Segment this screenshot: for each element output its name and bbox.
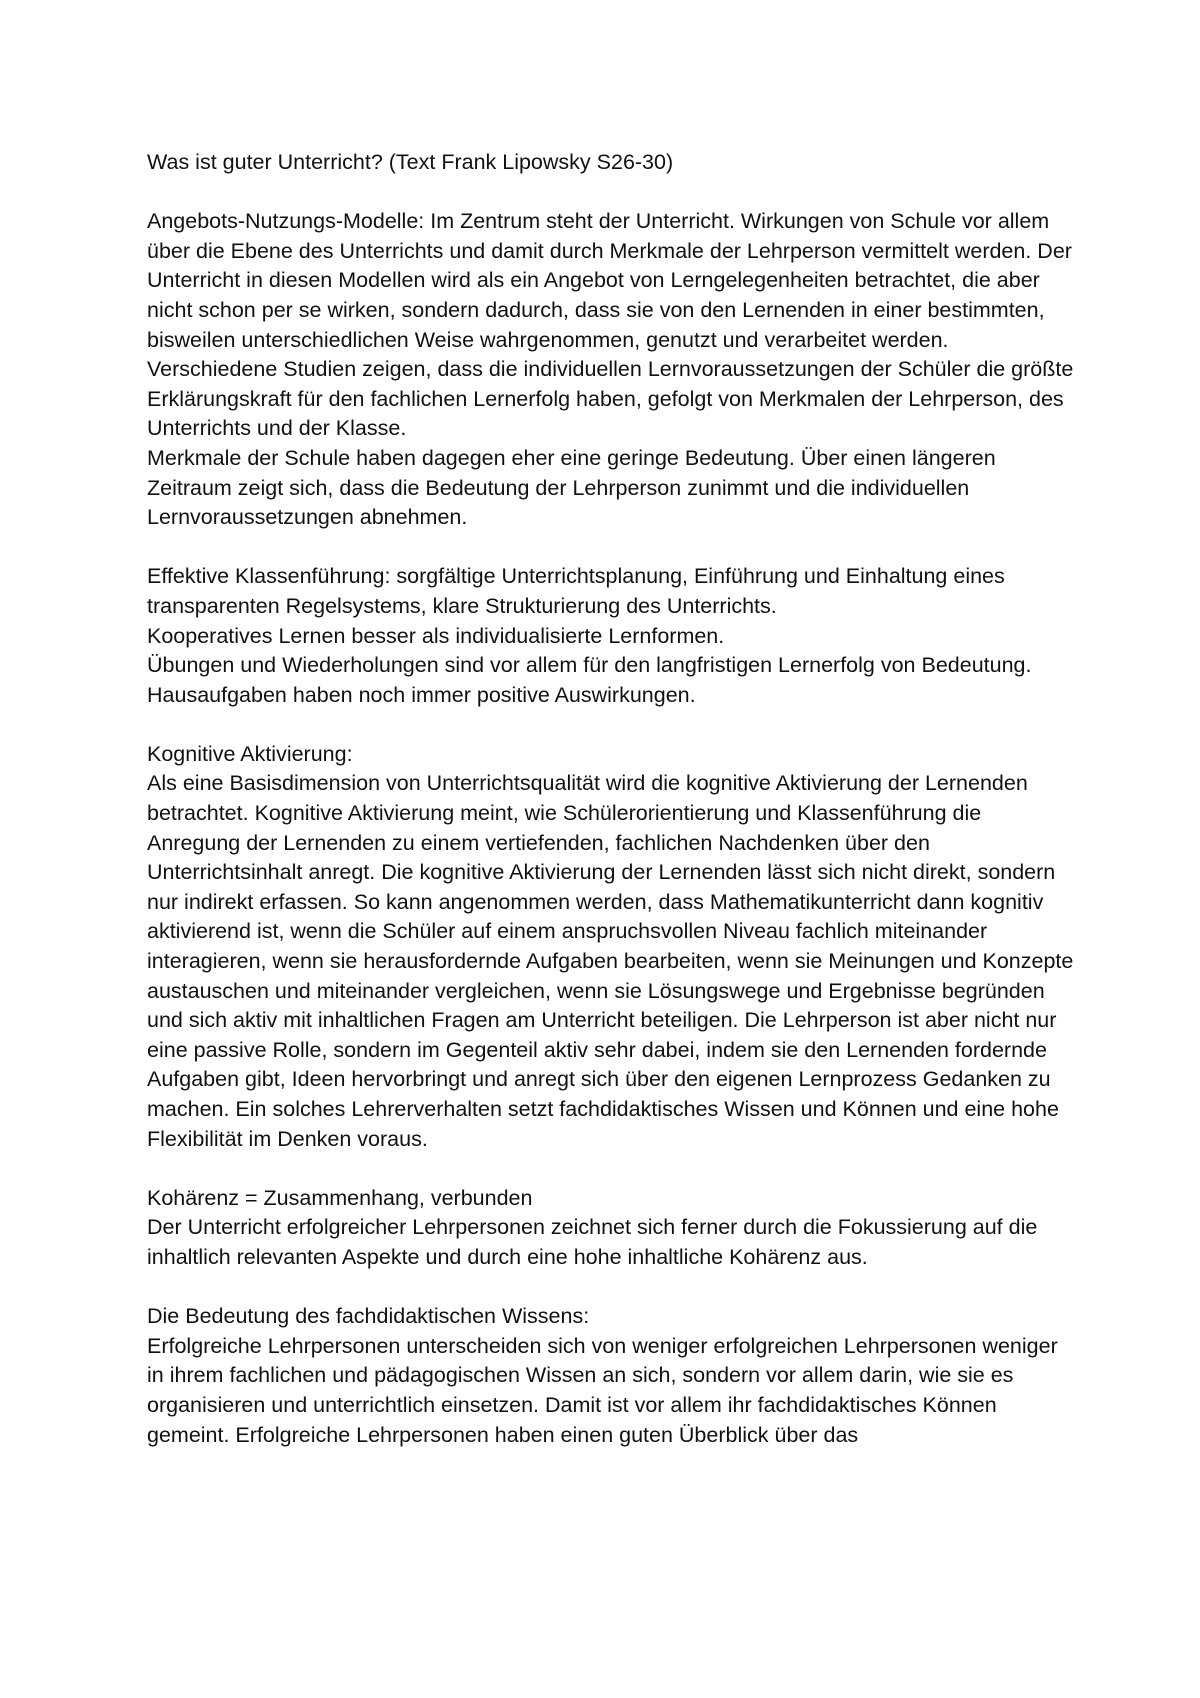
paragraph-angebots-nutzungs-modelle: Angebots-Nutzungs-Modelle: Im Zentrum steht der Unterricht. Wirkungen von Schule vor allem über die Ebene des Unterrichts und damit durch Merkmale der Lehrperson vermittelt werden. Der Unterricht in diesen Modellen wird als ein Angebot von Lerngelegenheiten betrachtet, die aber nicht schon per se wirken, sondern dadurch, dass sie von den Lernenden in einer bestimmten, bisweilen unterschiedlichen Weise wahrgenommen, genutzt und verarbeitet werden. — [147, 209, 1072, 352]
paragraph-spacer — [147, 710, 1077, 740]
paragraph-kooperatives-lernen: Kooperatives Lernen besser als individualisierte Lernformen. — [147, 623, 725, 648]
paragraph-spacer — [147, 1154, 1077, 1184]
paragraph-klassenfuehrung: Effektive Klassenführung: sorgfältige Unterrichtsplanung, Einführung und Einhaltung eines transparenten Regelsystems, klare Strukturierung des Unterrichts. — [147, 564, 1005, 618]
document-body — [147, 148, 1077, 1450]
paragraph-merkmale-schule: Merkmale der Schule haben dagegen eher eine geringe Bedeutung. Über einen längeren Zeitraum zeigt sich, dass die Bedeutung der Lehrperson zunimmt und die individuellen Lernvoraussetzungen abnehmen. — [147, 445, 996, 530]
document-title: Was ist guter Unterricht? (Text Frank Lipowsky S26-30) — [147, 150, 674, 174]
paragraph-kohaerenz: Der Unterricht erfolgreicher Lehrpersonen zeichnet sich ferner durch die Fokussierung auf die inhaltlich relevanten Aspekte und durch eine hohe inhaltliche Kohärenz aus. — [147, 1215, 1038, 1269]
paragraph-studien: Verschiedene Studien zeigen, dass die individuellen Lernvoraussetzungen der Schüler die größte Erklärungskraft für den fachlichen Lernerfolg haben, gefolgt von Merkmalen der Lehrperson, des Unterrichts und der Klasse. — [147, 357, 1074, 441]
section-heading-kohaerenz: Kohärenz = Zusammenhang, verbunden — [147, 1185, 533, 1210]
paragraph-fachdidaktisches-wissen: Erfolgreiche Lehrpersonen unterscheiden sich von weniger erfolgreichen Lehrpersonen weniger in ihrem fachlichen und pädagogischen Wissen an sich, sondern vor allem darin, wie sie es organisieren und unterrichtlich einsetzen. Damit ist vor allem ihr fachdidaktisches Können gemeint. Erfolgreiche Lehrpersonen haben einen guten Überblick über das — [147, 1333, 1058, 1447]
section-heading-kognitive-aktivierung: Kognitive Aktivierung: — [147, 741, 353, 766]
paragraph-spacer — [147, 1273, 1077, 1303]
paragraph-hausaufgaben: Hausaufgaben haben noch immer positive Auswirkungen. — [147, 682, 696, 707]
paragraph-uebungen: Übungen und Wiederholungen sind vor allem für den langfristigen Lernerfolg von Bedeutung. — [147, 653, 1032, 678]
section-heading-fachdidaktisches-wissen: Die Bedeutung des fachdidaktischen Wissens: — [147, 1304, 590, 1329]
paragraph-spacer — [147, 178, 1077, 208]
paragraph-kognitive-aktivierung: Als eine Basisdimension von Unterrichtsqualität wird die kognitive Aktivierung der Lernenden betrachtet. Kognitive Aktivierung meint, wie Schülerorientierung und Klassenführung die Anregung der Lernenden zu einem vertiefenden, fachlichen Nachdenken über den Unterrichtsinhalt anregt. Die kognitive Aktivierung der Lernenden lässt sich nicht direkt, sondern nur indirekt erfassen. So kann angenommen werden, dass Mathematikunterricht dann kognitiv aktivierend ist, wenn die Schüler auf einem anspruchsvollen Niveau fachlich miteinander interagieren, wenn sie herausfordernde Aufgaben bearbeiten, wenn sie Meinungen und Konzepte austauschen und miteinander vergleichen, wenn sie Lösungswege und Ergebnisse begründen und sich aktiv mit inhaltlichen Fragen am Unterricht beteiligen. Die Lehrperson ist aber nicht nur eine passive Rolle, sondern im Gegenteil aktiv sehr dabei, indem sie den Lernenden fordernde Aufgaben gibt, Ideen hervorbringt und anregt sich über den eigenen Lernprozess Gedanken zu machen. Ein solches Lehrerverhalten setzt fachdidaktisches Wissen und Können und eine hohe Flexibilität im Denken voraus. — [147, 771, 1074, 1151]
paragraph-spacer — [147, 533, 1077, 563]
